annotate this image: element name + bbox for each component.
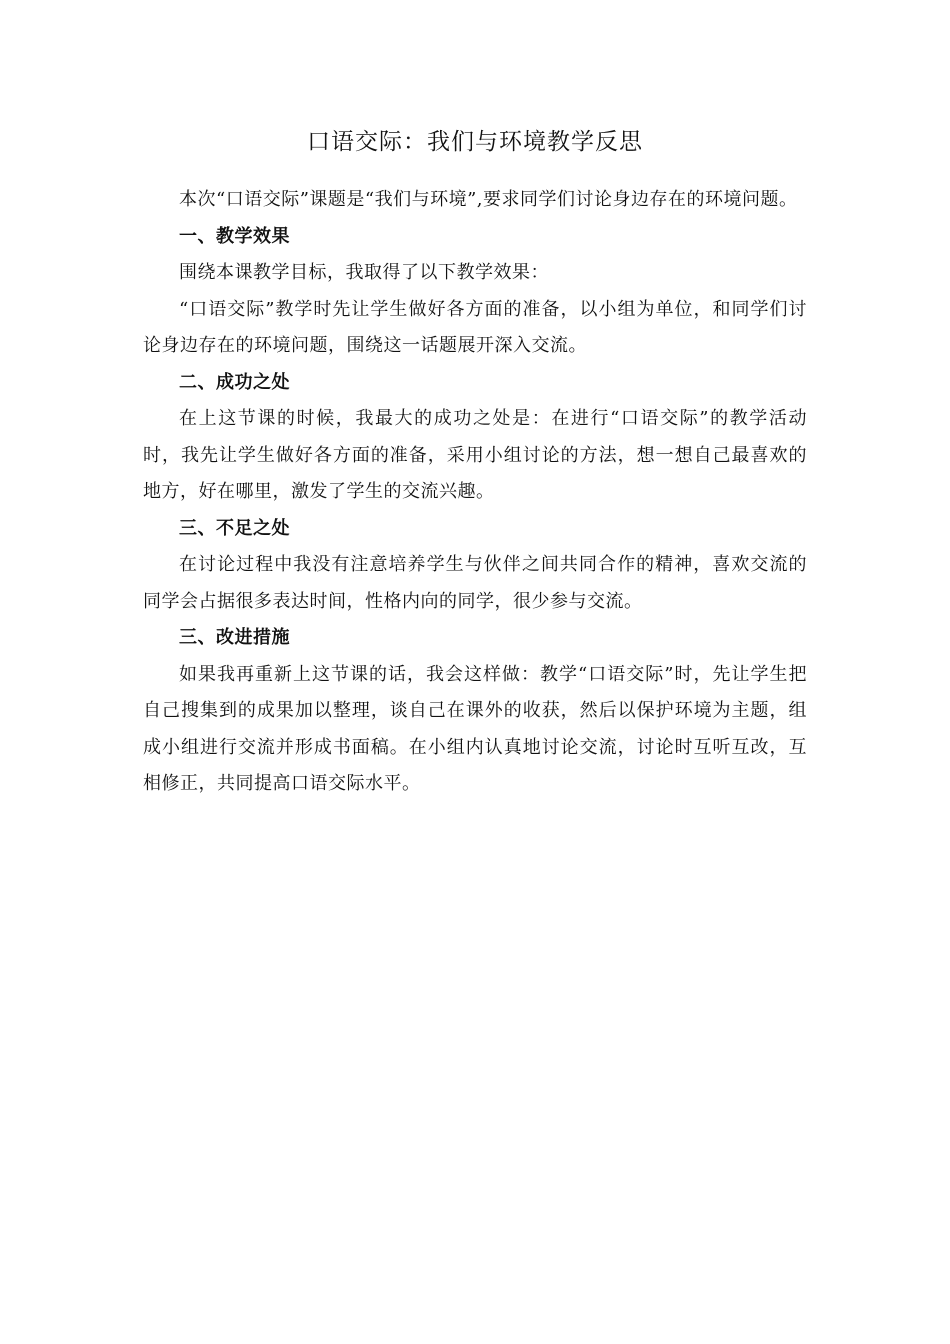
- body-paragraph: 围绕本课教学目标，我取得了以下教学效果：: [179, 262, 549, 283]
- intro-paragraph: 本次“口语交际”课题是“我们与环境”,要求同学们讨论身边存在的环境问题。: [179, 189, 798, 210]
- section-heading: 二、成功之处: [179, 371, 290, 393]
- section-heading: 一、教学效果: [179, 225, 290, 247]
- section-heading: 三、改进措施: [179, 627, 290, 648]
- body-paragraph: “口语交际”教学时先让学生做好各方面的准备，以小组为单位，和同学们讨论身边存在的环境问题，围绕这一话题展开深入交流。: [143, 298, 807, 356]
- section-teaching-effect: [143, 219, 807, 365]
- section-improvements: [143, 620, 807, 803]
- section-shortcomings: [143, 511, 807, 621]
- body-paragraph: 在讨论过程中我没有注意培养学生与伙伴之间共同合作的精神，喜欢交流的同学会占据很多表达时间，性格内向的同学，很少参与交流。: [143, 554, 807, 612]
- section-heading: 三、不足之处: [179, 517, 290, 539]
- body-paragraph: 在上这节课的时候，我最大的成功之处是：在进行“口语交际”的教学活动时，我先让学生做好各方面的准备，采用小组讨论的方法，想一想自己最喜欢的地方，好在哪里，激发了学生的交流兴趣。: [143, 408, 807, 502]
- section-successes: [143, 365, 807, 511]
- document-title: 口语交际：我们与环境教学反思: [307, 129, 643, 155]
- body-paragraph: 如果我再重新上这节课的话，我会这样做：教学“口语交际”时，先让学生把自己搜集到的成果加以整理，谈自己在课外的收获，然后以保护环境为主题，组成小组进行交流并形成书面稿。在小组内认真地讨论交流，讨论时互听互改，互相修正，共同提高口语交际水平。: [143, 663, 807, 794]
- document-page: [143, 125, 807, 803]
